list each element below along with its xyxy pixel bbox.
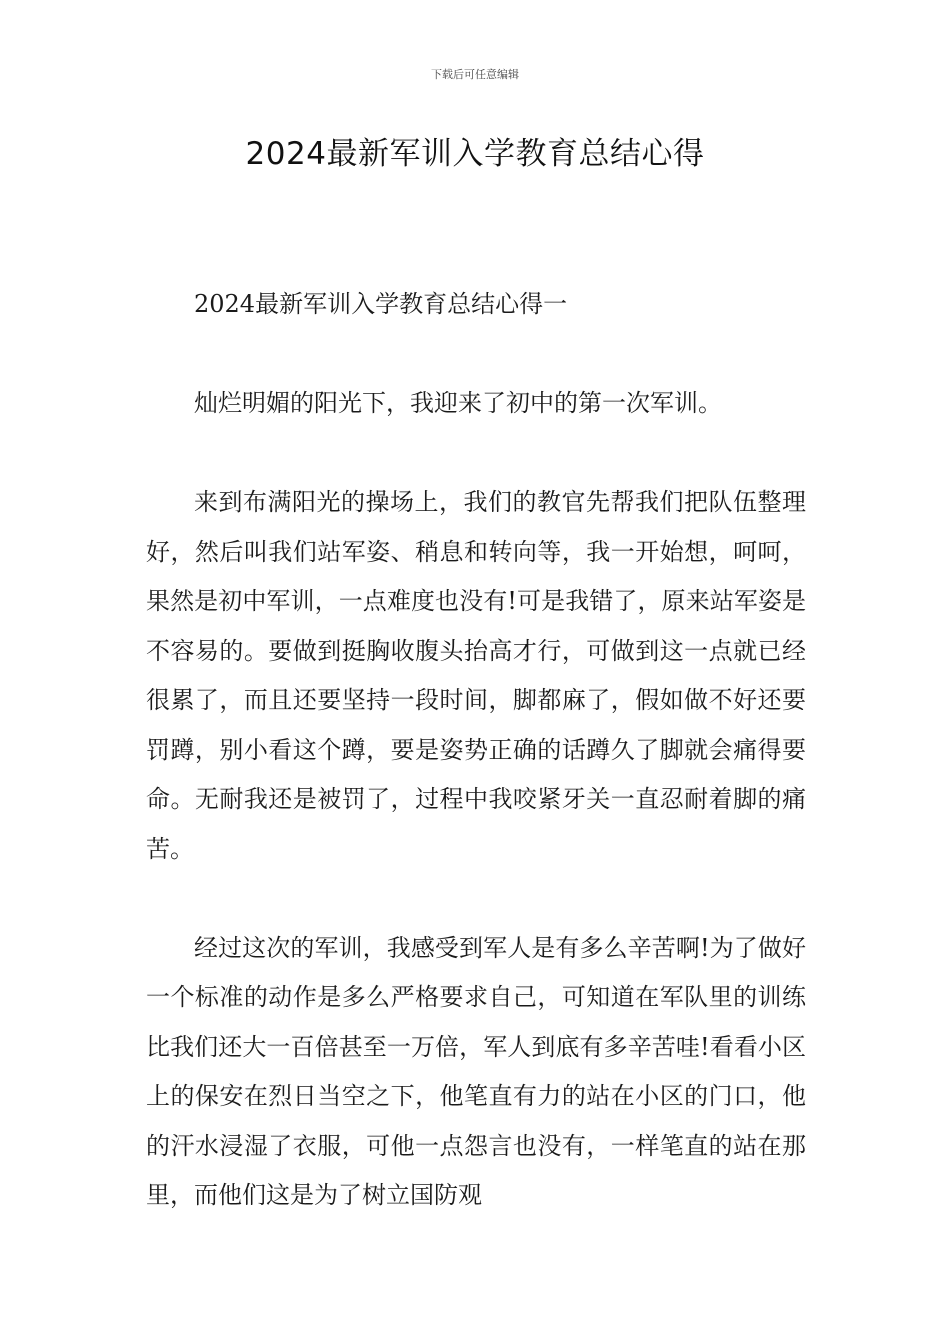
paragraph: 经过这次的军训，我感受到军人是有多么辛苦啊!为了做好一个标准的动作是多么严格要求自己，可知道在军队里的训练比我们还大一百倍甚至一万倍，军人到底有多辛苦哇!看看小区上的保安在烈日当空之下，他笔直有力的站在小区的门口，他的汗水浸湿了衣服，可他一点怨言也没有，一样笔直的站在那里，而他们这是为了树立国防观 xyxy=(146,933,806,1209)
document-title: 2024最新军训入学教育总结心得 xyxy=(245,136,705,172)
document-body xyxy=(146,280,806,1270)
paragraph: 灿烂明媚的阳光下，我迎来了初中的第一次军训。 xyxy=(194,389,722,417)
paragraph: 来到布满阳光的操场上，我们的教官先帮我们把队伍整理好，然后叫我们站军姿、稍息和转向等，我一开始想，呵呵，果然是初中军训，一点难度也没有!可是我错了，原来站军姿是不容易的。要做到挺胸收腹头抬高才行，可做到这一点就已经很累了，而且还要坚持一段时间，脚都麻了，假如做不好还要罚蹲，别小看这个蹲，要是姿势正确的话蹲久了脚就会痛得要命。无耐我还是被罚了，过程中我咬紧牙关一直忍耐着脚的痛苦。 xyxy=(146,488,806,863)
header-note: 下载后可任意编辑 xyxy=(431,68,519,81)
section-heading: 2024最新军训入学教育总结心得一 xyxy=(194,290,568,318)
